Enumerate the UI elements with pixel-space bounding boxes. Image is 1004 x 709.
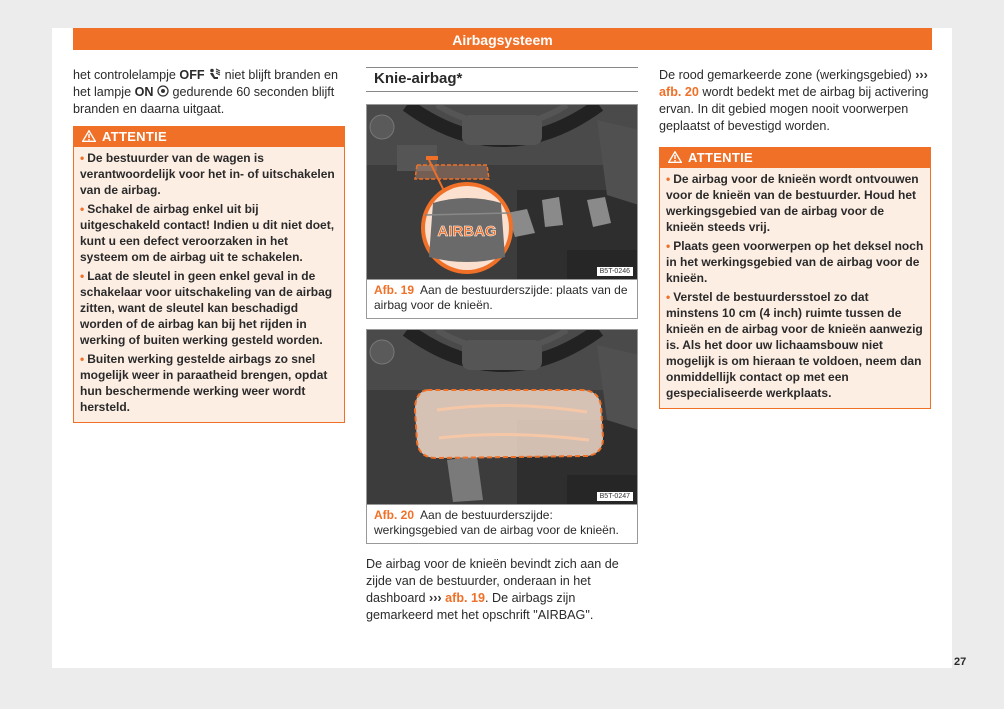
- warning-item: • Verstel de bestuurdersstoel zo dat minstens 10 cm (4 inch) ruimte tussen de knieën en de airbag voor de knieën aanwezig is. Als het door uw lichaamsbouw niet mogelijk is om hieraan te voldoen, neem dan onmiddellijk contact op met een gespecialiseerde werkplaats.: [666, 290, 923, 400]
- figure-20-reference-link[interactable]: afb. 20: [659, 85, 699, 99]
- figure-20-image: [367, 330, 637, 505]
- warning-item: • Laat de sleutel in geen enkel geval in de schakelaar voor uitschakeling van de airbag zitten, want de sleutel kan beschadigd worden of de airbag kan bij het rijden in werking of buiten werking gesteld worden.: [80, 269, 333, 347]
- figure-20: [366, 329, 638, 544]
- knee-airbag-location-illustration: [367, 105, 637, 279]
- off-indicator-icon: OFF: [179, 68, 205, 82]
- warning-item: • Buiten werking gestelde airbags zo snel mogelijk weer in paraatheid brengen, opdat hun beschermende werking weer wordt hersteld.: [80, 352, 328, 414]
- on-indicator-icon: ON: [134, 85, 154, 99]
- figure-19-image: [367, 105, 637, 280]
- figure-code: B5T-0246: [597, 267, 633, 276]
- knee-airbag-deployment-zone-illustration: [367, 330, 637, 504]
- page-header: Airbagsysteem: [73, 28, 932, 50]
- bullet-icon: •: [666, 290, 671, 304]
- section-title: Knie-airbag*: [366, 67, 638, 92]
- warning-body: [660, 168, 930, 408]
- bullet-icon: •: [666, 239, 671, 253]
- airbag-label: AIRBAG: [437, 223, 497, 240]
- bullet-icon: •: [80, 352, 85, 366]
- warning-item: • Plaats geen voorwerpen op het deksel noch in het werkingsgebied van de airbag voor de knieën.: [666, 239, 924, 285]
- warning-box: [73, 126, 345, 423]
- column-right: [659, 67, 931, 409]
- figure-19: [366, 104, 638, 319]
- figure-19-reference-link[interactable]: afb. 19: [445, 591, 486, 605]
- airbag-warning-lamp-icon: [157, 85, 169, 97]
- airbag-passenger-icon: [208, 68, 221, 80]
- warning-box: [659, 147, 931, 409]
- warning-item: • De bestuurder van de wagen is verantwoordelijk voor het in- of uitschakelen van de airbag.: [80, 151, 335, 197]
- column-middle: [366, 67, 638, 624]
- bullet-icon: •: [80, 151, 85, 165]
- page-number: 27: [954, 656, 967, 668]
- intro-paragraph: het controlelampje OFF niet blijft branden en het lampje ON gedurende 60 seconden blijft branden en daarna uitgaat.: [73, 68, 339, 116]
- warning-header: ATTENTIE: [660, 148, 930, 168]
- bullet-icon: •: [666, 172, 671, 186]
- warning-item: • Schakel de airbag enkel uit bij uitgeschakeld contact! Indien u dit niet doet, kunt u een defect veroorzaken in het systeem om de airbag uit te schakelen.: [80, 202, 335, 264]
- bullet-icon: •: [80, 202, 85, 216]
- warning-item: • De airbag voor de knieën wordt ontvouwen voor de knieën van de bestuurder. Houd het werkingsgebied van de airbag voor de knieën steeds vrij.: [666, 172, 919, 234]
- warning-header: ATTENTIE: [74, 127, 344, 147]
- warning-triangle-icon: [668, 151, 682, 163]
- figure-caption: Afb. 19 Aan de bestuurderszijde: plaats van de airbag voor de knieën.: [374, 283, 628, 312]
- warning-triangle-icon: [82, 130, 96, 142]
- bullet-icon: •: [80, 269, 85, 283]
- intro-paragraph: De rood gemarkeerde zone (werkingsgebied) ››› afb. 20 wordt bedekt met de airbag bij activering ervan. In dit gebied mogen nooit voorwerpen geplaatst of bevestigd worden.: [659, 68, 929, 133]
- body-paragraph: De airbag voor de knieën bevindt zich aan de zijde van de bestuurder, onderaan in het dashboard ››› afb. 19. De airbags zijn gemarkeerd met het opschrift "AIRBAG".: [366, 557, 619, 622]
- figure-caption: Afb. 20 Aan de bestuurderszijde: werkingsgebied van de airbag voor de knieën.: [374, 508, 619, 537]
- warning-body: [74, 147, 344, 422]
- reference-arrow-icon: ›››: [915, 68, 928, 82]
- column-left: [73, 67, 345, 423]
- reference-arrow-icon: ›››: [429, 591, 442, 605]
- figure-code: B5T-0247: [597, 492, 633, 501]
